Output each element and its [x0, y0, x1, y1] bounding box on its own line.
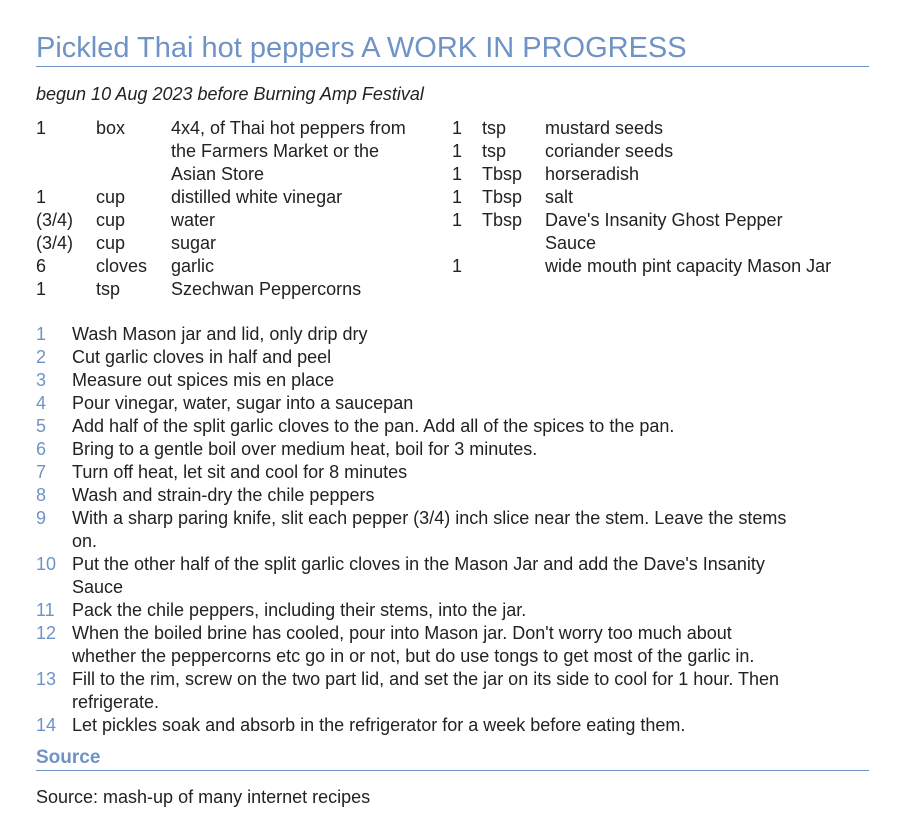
source-heading: Source: [36, 745, 869, 771]
step-number: 6: [36, 439, 47, 459]
step-text: Pack the chile peppers, including their stems, into the jar.: [72, 600, 527, 620]
step-number: 9: [36, 508, 47, 528]
ingredient-unit: cup: [96, 233, 126, 253]
source-text: Source: mash-up of many internet recipes: [36, 787, 371, 807]
step-item: [36, 438, 869, 461]
step-item: [36, 622, 869, 645]
ingredients-table: [36, 117, 869, 307]
ingredient-unit: [96, 140, 171, 163]
ingredient-unit: [482, 255, 545, 278]
ingredient-name: salt: [545, 187, 574, 207]
ingredient-name: 4x4, of Thai hot peppers from: [171, 118, 406, 138]
step-text: on.: [72, 531, 98, 551]
ingredient-row: [36, 140, 456, 163]
step-number: 14: [36, 715, 57, 735]
ingredients-column-right: [452, 117, 872, 278]
ingredients-column-left: [36, 117, 456, 301]
ingredient-unit: cup: [96, 210, 126, 230]
step-item: [36, 369, 869, 392]
ingredient-unit: cup: [96, 187, 126, 207]
ingredient-row: [36, 232, 456, 255]
ingredient-quantity: 1: [452, 187, 463, 207]
step-item: [36, 392, 869, 415]
ingredient-unit: tsp: [96, 279, 121, 299]
step-item: [36, 645, 869, 668]
ingredient-quantity: 1: [36, 187, 47, 207]
ingredient-quantity: (3/4): [36, 233, 74, 253]
step-text: whether the peppercorns etc go in or not, but do use tongs to get most of the garlic in.: [72, 646, 755, 666]
step-item: [36, 691, 869, 714]
step-text: Bring to a gentle boil over medium heat, boil for 3 minutes.: [72, 439, 538, 459]
step-item: [36, 668, 869, 691]
ingredient-row: [36, 255, 456, 278]
step-item: [36, 553, 869, 576]
ingredient-row: [36, 117, 456, 140]
ingredient-unit: tsp: [482, 141, 507, 161]
ingredient-row: [452, 140, 872, 163]
step-text: With a sharp paring knife, slit each pepper (3/4) inch slice near the stem. Leave the stems: [72, 508, 787, 528]
step-text: Measure out spices mis en place: [72, 370, 335, 390]
ingredient-row: [452, 186, 872, 209]
ingredient-quantity: [36, 140, 96, 163]
step-item: [36, 346, 869, 369]
ingredient-name: Dave's Insanity Ghost Pepper: [545, 210, 783, 230]
ingredient-row: [36, 163, 456, 186]
ingredient-quantity: 6: [36, 256, 47, 276]
step-number: [36, 576, 72, 599]
step-number: 10: [36, 554, 57, 574]
ingredient-unit: box: [96, 118, 126, 138]
ingredient-name: distilled white vinegar: [171, 187, 343, 207]
ingredient-name: horseradish: [545, 164, 640, 184]
step-text: Put the other half of the split garlic cloves in the Mason Jar and add the Dave's Insanity: [72, 554, 765, 574]
ingredient-name: Sauce: [545, 233, 597, 253]
ingredient-quantity: 1: [36, 118, 47, 138]
ingredient-unit: [96, 163, 171, 186]
ingredient-name: the Farmers Market or the: [171, 141, 380, 161]
steps-list: [36, 323, 869, 737]
step-item: [36, 323, 869, 346]
step-number: [36, 691, 72, 714]
ingredient-name: mustard seeds: [545, 118, 664, 138]
recipe-page: [36, 0, 869, 808]
step-number: [36, 645, 72, 668]
step-number: 5: [36, 416, 47, 436]
step-number: 13: [36, 669, 57, 689]
step-text: Sauce: [72, 577, 124, 597]
step-item: [36, 599, 869, 622]
step-item: [36, 714, 869, 737]
step-text: Wash and strain-dry the chile peppers: [72, 485, 375, 505]
ingredient-row: [36, 186, 456, 209]
step-number: 3: [36, 370, 47, 390]
step-text: When the boiled brine has cooled, pour into Mason jar. Don't worry too much about: [72, 623, 732, 643]
step-number: 12: [36, 623, 57, 643]
step-item: [36, 415, 869, 438]
step-number: 8: [36, 485, 47, 505]
ingredient-name: Asian Store: [171, 164, 265, 184]
ingredient-quantity: 1: [452, 256, 463, 276]
ingredient-quantity: 1: [452, 141, 463, 161]
ingredient-name: garlic: [171, 256, 215, 276]
step-number: 7: [36, 462, 47, 482]
ingredient-unit: tsp: [482, 118, 507, 138]
step-item: [36, 461, 869, 484]
step-number: [36, 530, 72, 553]
ingredient-row: [452, 255, 872, 278]
step-text: refrigerate.: [72, 692, 160, 712]
step-text: Pour vinegar, water, sugar into a saucepan: [72, 393, 414, 413]
page-title: Pickled Thai hot peppers A WORK IN PROGRESS: [36, 0, 869, 67]
ingredient-quantity: 1: [452, 118, 463, 138]
ingredient-quantity: (3/4): [36, 210, 74, 230]
step-item: [36, 530, 869, 553]
step-text: Add half of the split garlic cloves to the pan. Add all of the spices to the pan.: [72, 416, 675, 436]
ingredient-unit: Tbsp: [482, 187, 523, 207]
step-number: 2: [36, 347, 47, 367]
ingredient-row: [452, 163, 872, 186]
ingredient-unit: [482, 232, 545, 255]
ingredient-unit: cloves: [96, 256, 148, 276]
step-text: Turn off heat, let sit and cool for 8 minutes: [72, 462, 408, 482]
ingredient-quantity: [36, 163, 96, 186]
step-text: Fill to the rim, screw on the two part lid, and set the jar on its side to cool for 1 hour. Then: [72, 669, 780, 689]
ingredient-row: [452, 232, 872, 255]
ingredient-quantity: 1: [452, 164, 463, 184]
ingredient-unit: Tbsp: [482, 210, 523, 230]
ingredient-row: [452, 117, 872, 140]
step-item: [36, 507, 869, 530]
ingredient-name: Szechwan Peppercorns: [171, 279, 362, 299]
step-text: Wash Mason jar and lid, only drip dry: [72, 324, 368, 344]
step-item: [36, 576, 869, 599]
step-number: 11: [36, 600, 55, 620]
recipe-subtitle: begun 10 Aug 2023 before Burning Amp Festival: [36, 84, 424, 104]
step-text: Cut garlic cloves in half and peel: [72, 347, 332, 367]
ingredient-row: [452, 209, 872, 232]
step-item: [36, 484, 869, 507]
ingredient-name: coriander seeds: [545, 141, 674, 161]
ingredient-row: [36, 278, 456, 301]
ingredient-quantity: 1: [36, 279, 47, 299]
ingredient-name: sugar: [171, 233, 217, 253]
ingredient-quantity: [452, 232, 482, 255]
step-number: 4: [36, 393, 47, 413]
step-number: 1: [36, 324, 47, 344]
ingredient-name: wide mouth pint capacity Mason Jar: [545, 256, 832, 276]
ingredient-quantity: 1: [452, 210, 463, 230]
ingredient-unit: Tbsp: [482, 164, 523, 184]
step-text: Let pickles soak and absorb in the refrigerator for a week before eating them.: [72, 715, 686, 735]
ingredient-row: [36, 209, 456, 232]
ingredient-name: water: [171, 210, 216, 230]
